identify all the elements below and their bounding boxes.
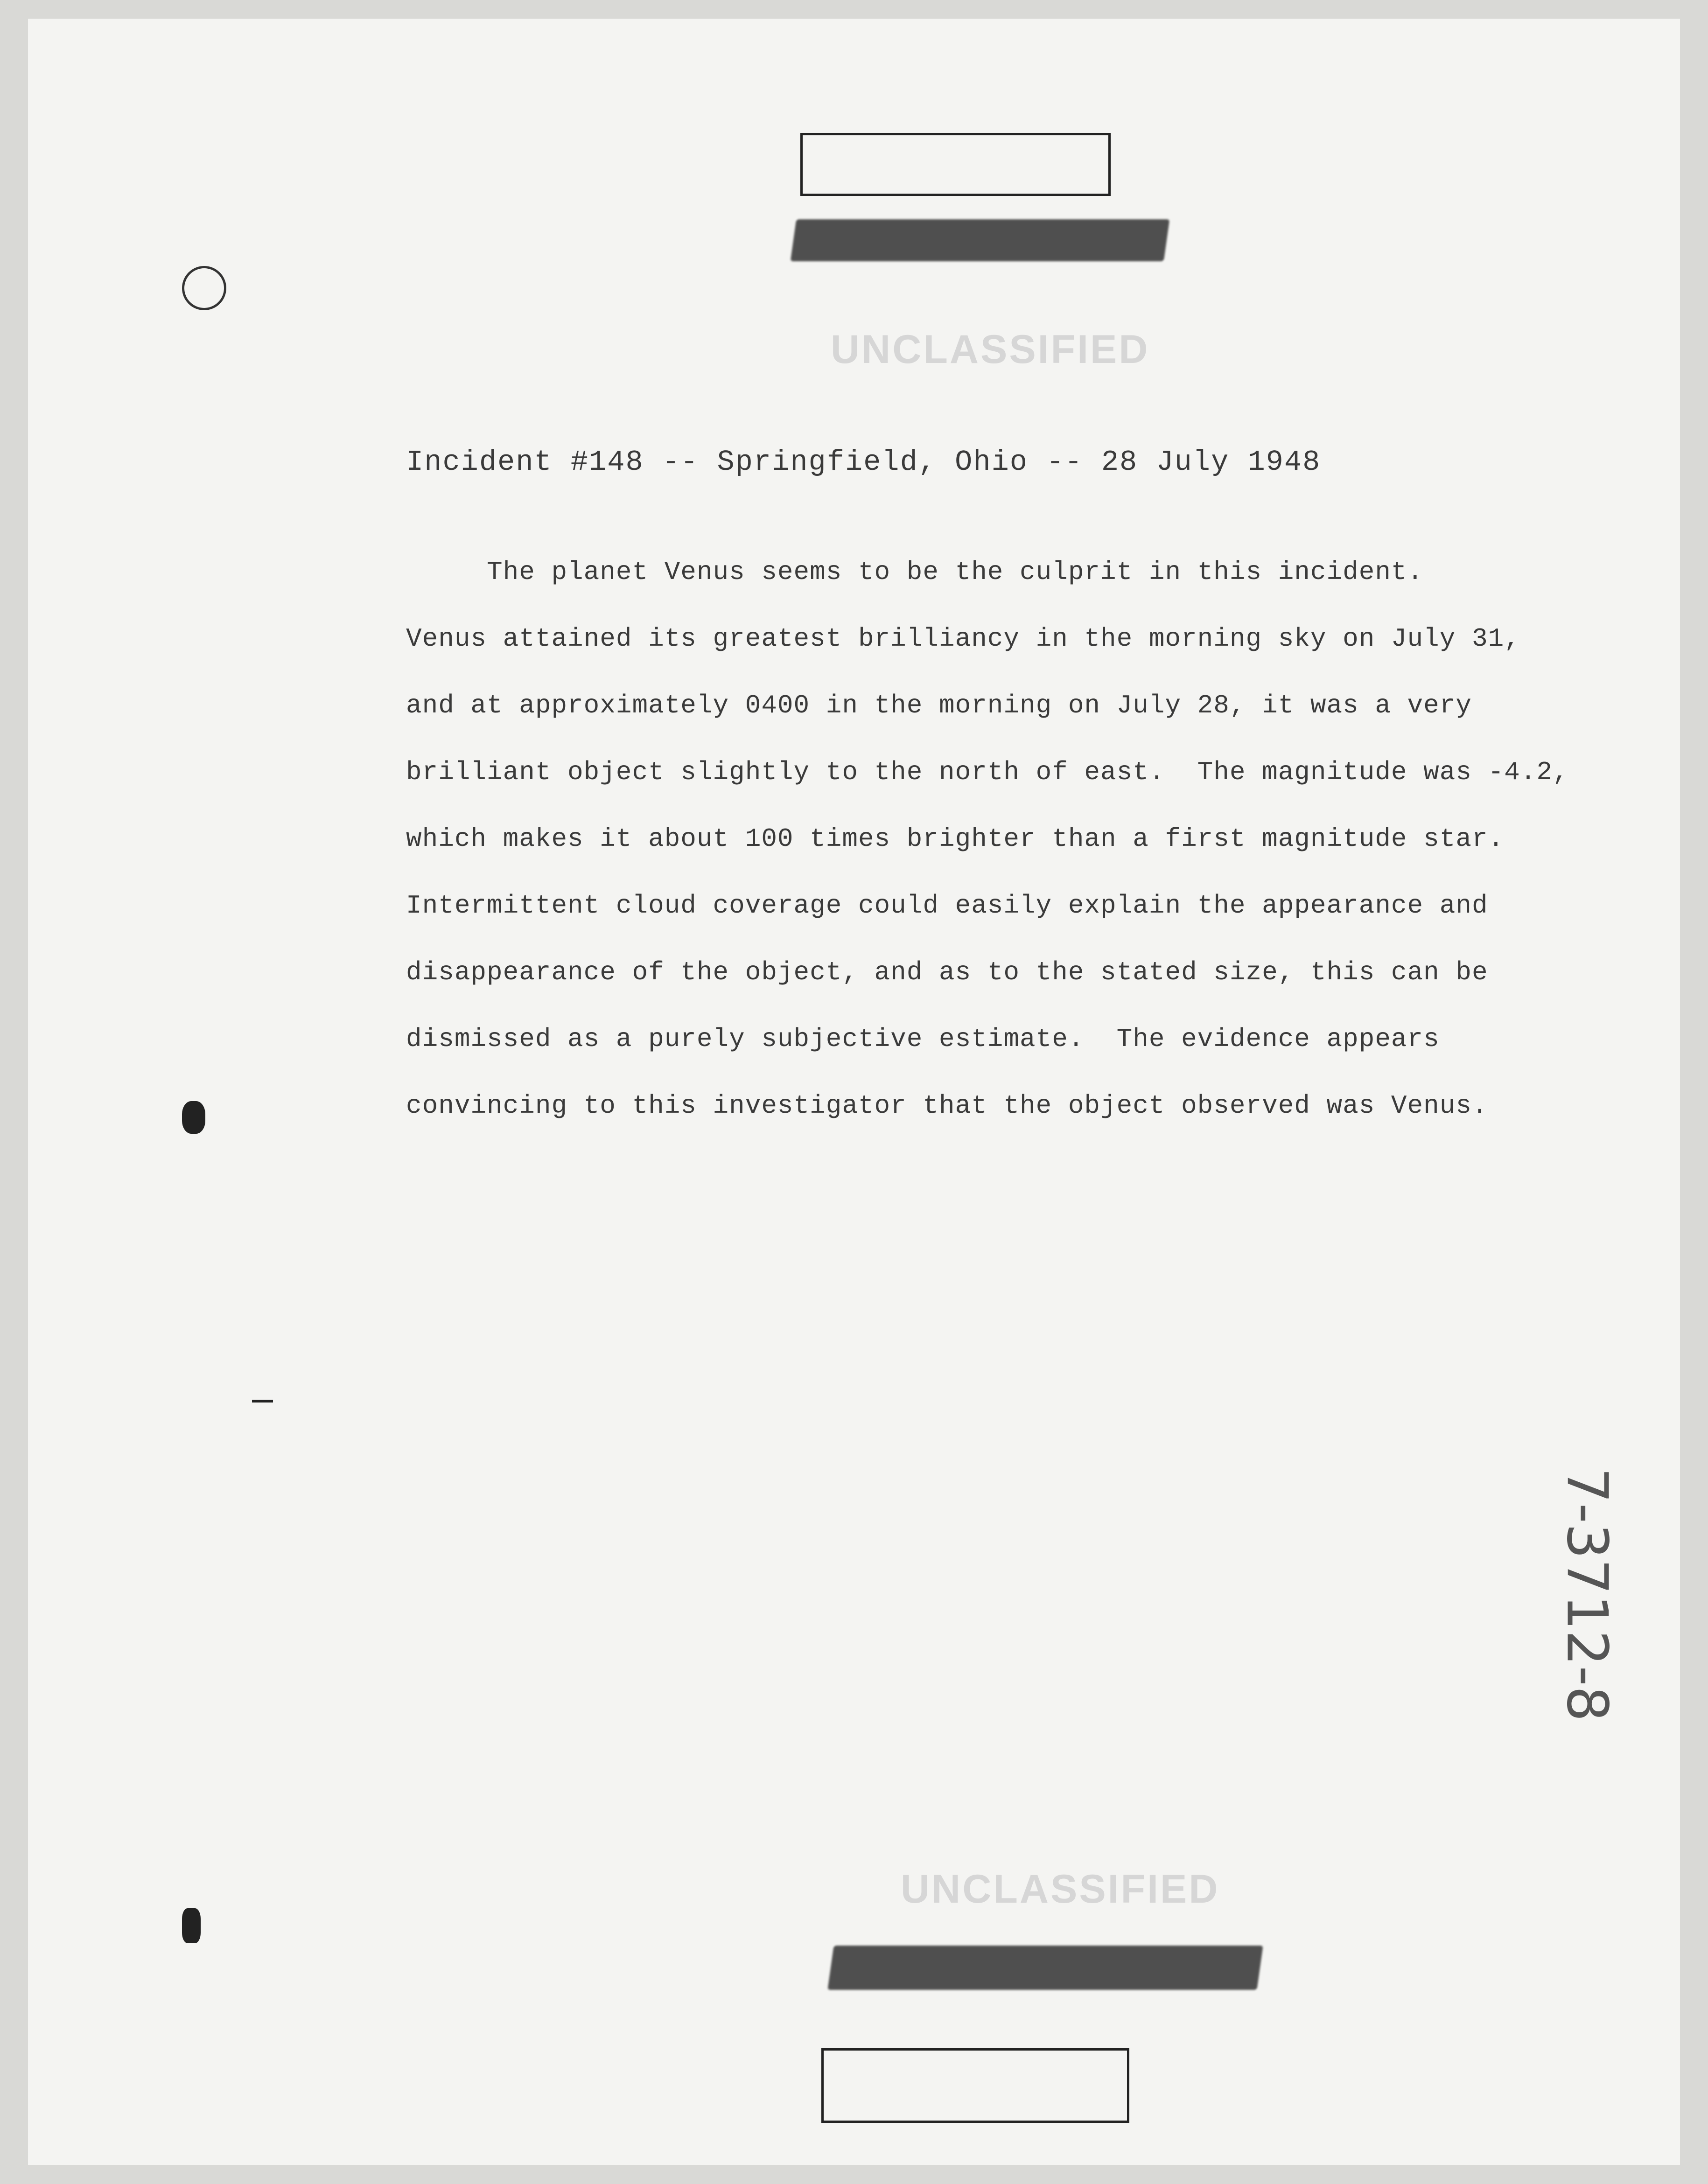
body-line: Intermittent cloud coverage could easily explain the appearance and <box>406 891 1488 921</box>
body-line: and at approximately 0400 in the morning on July 28, it was a very <box>406 691 1472 720</box>
redacted-marking-top <box>791 219 1170 261</box>
body-line: convincing to this investigator that the object observed was Venus. <box>406 1091 1488 1121</box>
body-line: disappearance of the object, and as to the stated size, this can be <box>406 957 1488 987</box>
document-page <box>28 19 1680 2165</box>
unclassified-stamp-top: UNCLASSIFIED <box>831 327 1150 372</box>
unclassified-stamp-bottom: UNCLASSIFIED <box>901 1867 1220 1912</box>
body-line: The planet Venus seems to be the culprit in this incident. <box>406 557 1424 587</box>
classification-box-top <box>800 133 1111 196</box>
body-line: Venus attained its greatest brilliancy in the morning sky on July 31, <box>406 624 1520 654</box>
margin-tick <box>252 1400 273 1403</box>
handwritten-reference: 7-3712-8 <box>1554 1467 1619 1722</box>
incident-title: Incident #148 -- Springfield, Ohio -- 28 July 1948 <box>406 446 1321 479</box>
punch-hole <box>182 266 226 310</box>
body-line: which makes it about 100 times brighter than a first magnitude star. <box>406 824 1505 854</box>
classification-box-bottom <box>821 2048 1129 2123</box>
redacted-marking-bottom <box>827 1946 1263 1990</box>
body-line: brilliant object slightly to the north of east. The magnitude was -4.2, <box>406 757 1569 787</box>
binder-mark <box>182 1908 201 1943</box>
body-paragraph <box>406 539 1619 1139</box>
binder-mark <box>182 1101 205 1134</box>
body-line: dismissed as a purely subjective estimate. The evidence appears <box>406 1024 1440 1054</box>
